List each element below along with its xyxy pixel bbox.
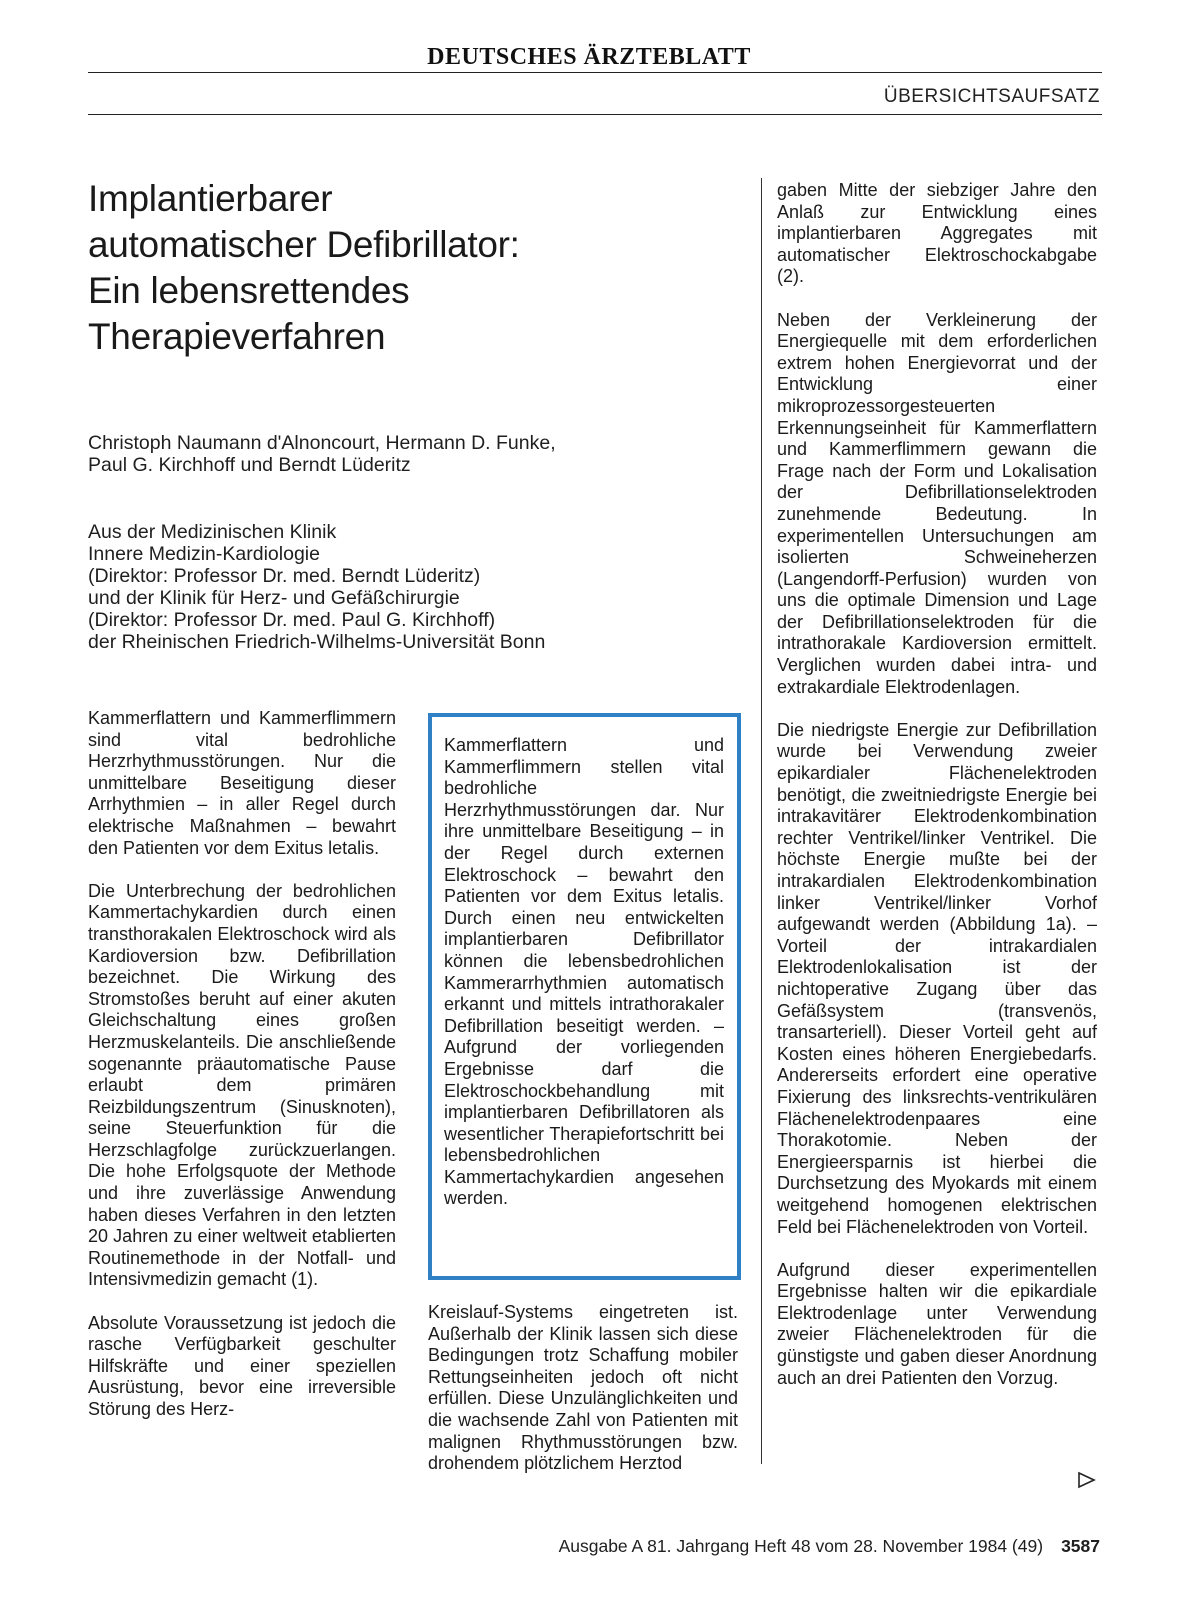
body-column-1 — [88, 708, 396, 1421]
abstract-box — [428, 713, 741, 1280]
affiliation-line: (Direktor: Professor Dr. med. Paul G. Kirchhoff) — [88, 609, 496, 631]
authors-line: Paul G. Kirchhoff und Berndt Lüderitz — [88, 454, 411, 476]
title-line: Ein lebensrettendes — [88, 270, 410, 311]
article-authors — [88, 432, 728, 476]
affiliation-line: der Rheinischen Friedrich-Wilhelms-Universität Bonn — [88, 631, 546, 653]
issue-info: Ausgabe A 81. Jahrgang Heft 48 vom 28. November 1984 (49) — [558, 1536, 1044, 1556]
page-number: 3587 — [1061, 1536, 1100, 1556]
column-divider — [761, 178, 762, 1464]
body-paragraph: Kammerflattern und Kammerflimmern sind vital bedrohliche Herzrhythmusstörungen. Nur die unmittelbare Beseitigung dieser Arrhythmien – in aller Regel durch elektrische Maßnahmen – bewahrt den Patienten vor dem Exitus letalis. — [88, 708, 396, 858]
abstract-text: Kammerflattern und Kammerflimmern stellen vital bedrohliche Herzrhythmusstörungen dar. Nur ihre unmittelbare Beseitigung – in der Regel durch externen Elektroschock – bewahrt den Patienten vor dem Exitus letalis. Durch einen neu entwickelten implantierbaren Defibrillator können die lebensbedrohlichen Kammerarrhythmien automatisch erkannt und mittels intrathorakaler Defibrillation beseitigt werden. – Aufgrund der vorliegenden Ergebnisse darf die Elektroschockbehandlung mit implantierbaren Defibrillatoren als wesentlicher Therapiefortschritt bei lebensbedrohlichen Kammertachykardien angesehen werden. — [444, 735, 724, 1209]
body-paragraph: Neben der Verkleinerung der Energiequelle mit dem erforderlichen extrem hohen Energievorrat und der Entwicklung einer mikroprozessorgesteuerten Erkennungseinheit für Kammerflattern und Kammerflimmern gewann die Frage nach der Form und Lokalisation der Defibrillationselektroden zunehmende Bedeutung. In experimentellen Untersuchungen am isolierten Schweineherzen (Langendorff-Perfusion) wurden von uns die optimale Dimension und Lage der Defibrillationselektroden für die intrathorakale Kardioversion ermittelt. Verglichen wurden dabei intra- und extrakardiale Elektrodenlagen. — [777, 309, 1097, 697]
affiliation-line: Aus der Medizinischen Klinik — [88, 521, 337, 543]
body-paragraph: Die Unterbrechung der bedrohlichen Kammertachykardien durch einen transthorakalen Elektroschock wird als Kardioversion bzw. Defibrillation bezeichnet. Die Wirkung des Stromstoßes beruht auf einer akuten Gleichschaltung eines großen Herzmuskelanteils. Die anschließende sogenannte präautomatische Pause erlaubt dem primären Reizbildungszentrum (Sinusknoten), seine Steuerfunktion für die Herzschlagfolge zurückzuerlangen. Die hohe Erfolgsquote der Methode und ihre zuverlässige Anwendung haben dieses Verfahren in den letzten 20 Jahren zu einer weltweit etablierten Routinemethode in der Notfall- und Intensivmedizin gemacht (1). — [88, 880, 396, 1290]
header-rule-top — [88, 72, 1102, 73]
article-affiliation — [88, 521, 728, 653]
body-column-3 — [777, 180, 1097, 1389]
title-line: automatischer Defibrillator: — [88, 224, 520, 265]
body-paragraph: Aufgrund dieser experimentellen Ergebnisse halten wir die epikardiale Elektrodenlage unter Verwendung zweier Flächenelektroden für die günstigste und gaben dieser Anordnung auch an drei Patienten den Vorzug. — [777, 1259, 1097, 1388]
body-paragraph: Die niedrigste Energie zur Defibrillation wurde bei Verwendung zweier epikardialer Flächenelektroden benötigt, die zweitniedrigste Energie bei intrakavitärer Elektrodenkombination rechter Ventrikel/linker Ventrikel. Die höchste Energie mußte bei der intrakardialen Elektrodenkombination linker Ventrikel/linker Vorhof aufgewandt werden (Abbildung 1a). – Vorteil der intrakardialen Elektrodenlokalisation ist der nichtoperative Zugang über das Gefäßsystem (transvenös, transarteriell). Dieser Vorteil geht auf Kosten eines höheren Energiebedarfs. Andererseits erfordert eine operative Fixierung des linksrechts-ventrikulären Flächenelektrodenpaares eine Thorakotomie. Neben der Energieersparnis ist hierbei die Durchsetzung des Myokards mit einem weitgehend homogenen elektrischen Feld bei Flächenelektroden von Vorteil. — [777, 719, 1097, 1237]
body-paragraph: gaben Mitte der siebziger Jahre den Anlaß zur Entwicklung eines implantierbaren Aggregates mit automatischer Elektroschockabgabe (2). — [777, 180, 1097, 287]
page-footer — [559, 1536, 1100, 1557]
affiliation-line: Innere Medizin-Kardiologie — [88, 543, 320, 565]
affiliation-line: (Direktor: Professor Dr. med. Berndt Lüderitz) — [88, 565, 481, 587]
title-line: Implantierbarer — [88, 178, 333, 219]
article-title — [88, 176, 728, 360]
body-paragraph: Absolute Voraussetzung ist jedoch die rasche Verfügbarkeit geschulter Hilfskräfte und einer speziellen Ausrüstung, bevor eine irreversible Störung des Herz- — [88, 1312, 396, 1419]
authors-line: Christoph Naumann d'Alnoncourt, Hermann D. Funke, — [88, 432, 556, 454]
journal-name: DEUTSCHES ÄRZTEBLATT — [427, 44, 751, 70]
affiliation-line: und der Klinik für Herz- und Gefäßchirurgie — [88, 587, 460, 609]
continue-triangle-icon — [1076, 1470, 1096, 1490]
body-paragraph: Kreislauf-Systems eingetreten ist. Außerhalb der Klinik lassen sich diese Bedingungen trotz Schaffung mobiler Rettungseinheiten jedoch oft nicht erfüllen. Diese Unzulänglichkeiten und die wachsende Zahl von Patienten mit malignen Rhythmusstörungen bzw. drohendem plötzlichem Herztod — [428, 1302, 738, 1474]
section-label: ÜBERSICHTSAUFSATZ — [883, 86, 1100, 107]
header-rule-bottom — [88, 114, 1102, 115]
body-column-2 — [428, 1302, 738, 1475]
title-line: Therapieverfahren — [88, 316, 386, 357]
